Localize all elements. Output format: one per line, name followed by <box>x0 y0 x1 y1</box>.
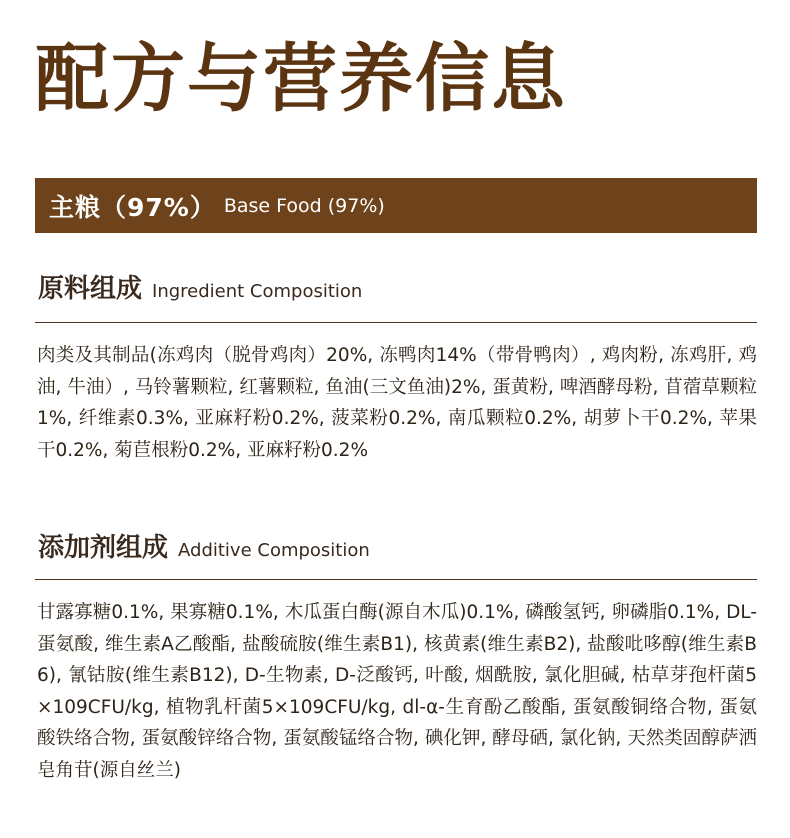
additive-list: 甘露寡糖0.1%, 果寡糖0.1%, 木瓜蛋白酶(源自木瓜)0.1%, 磷酸氢钙, 卵磷脂0.1%, DL-蛋氨酸, 维生素A乙酸酯, 盐酸硫胺(维生素B1), 核黄素(维生素B2), 盐酸吡哆醇(维生素B6), 氰钴胺(维生素B12), D-生物素, D-泛酸钙, 叶酸, 烟酰胺, 氯化胆碱, 枯草芽孢杆菌5×109CFU/kg, 植物乳杆菌5×109CFU/kg, dl-α-生育酚乙酸酯, 蛋氨酸铜络合物, 蛋氨酸铁络合物, 蛋氨酸锌络合物, 蛋氨酸锰络合物, 碘化钾, 酵母硒, 氯化钠, 天然类固醇萨洒皂角苷(源自丝兰) <box>37 602 757 781</box>
additive-heading-zh: 添加剂组成 <box>38 533 169 563</box>
additive-divider <box>35 579 757 580</box>
ingredient-heading <box>38 268 362 305</box>
ingredient-divider <box>35 322 757 323</box>
section-title-zh: 主粮（97%） <box>49 192 216 222</box>
base-food-section-bar <box>35 178 757 233</box>
page-title: 配方与营养信息 <box>35 36 567 122</box>
ingredient-heading-en: Ingredient Composition <box>152 281 363 302</box>
section-title-en: Base Food (97%) <box>223 194 385 217</box>
ingredient-list: 肉类及其制品(冻鸡肉（脱骨鸡肉）20%, 冻鸭肉14%（带骨鸭肉）, 鸡肉粉, 冻鸡肝, 鸡油, 牛油）, 马铃薯颗粒, 红薯颗粒, 鱼油(三文鱼油)2%, 蛋黄粉, 啤酒酵母粉, 苜蓿草颗粒1%, 纤维素0.3%, 亚麻籽粉0.2%, 菠菜粉0.2%, 南瓜颗粒0.2%, 胡萝卜干0.2%, 苹果干0.2%, 菊苣根粉0.2%, 亚麻籽粉0.2% <box>37 345 757 461</box>
additive-heading <box>38 527 370 564</box>
additive-heading-en: Additive Composition <box>178 540 370 561</box>
ingredient-heading-zh: 原料组成 <box>38 274 143 304</box>
